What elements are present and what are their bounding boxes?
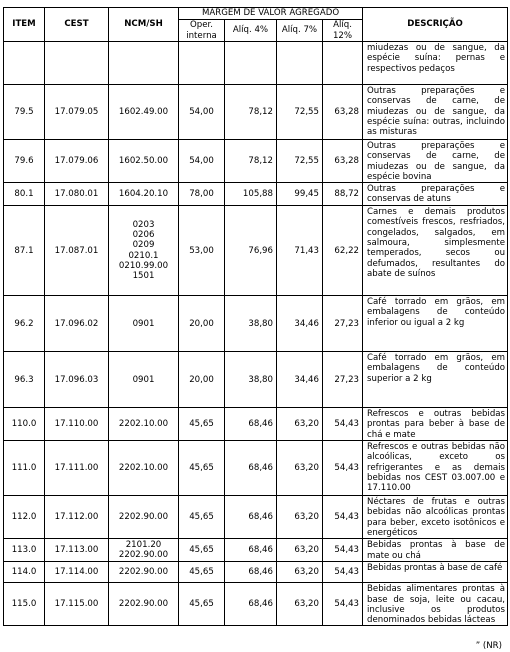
cell-descricao: Refrescos e outras bebidas prontas para beber à base de chá e mate	[363, 408, 508, 441]
header-aliq7: Alíq. 7%	[277, 20, 323, 42]
cell-item: 96.3	[4, 352, 45, 408]
cell-descricao: Outras preparações e conservas de atuns	[363, 183, 508, 206]
cell-ncm: 2202.90.00	[109, 583, 179, 626]
cell-cest	[45, 42, 109, 85]
cell-aliq4: 68,46	[225, 539, 277, 562]
cell-aliq7: 72,55	[277, 140, 323, 183]
cell-ncm: 0203 0206 0209 0210.1 0210.99.00 1501	[109, 206, 179, 296]
table-body	[4, 42, 508, 626]
table-row	[4, 408, 508, 441]
cell-cest: 17.080.01	[45, 183, 109, 206]
cell-aliq12: 54,43	[323, 441, 363, 496]
table-row	[4, 496, 508, 539]
cell-item: 110.0	[4, 408, 45, 441]
table-row	[4, 42, 508, 85]
cell-descricao: Bebidas prontas à base de mate ou chá	[363, 539, 508, 562]
header-cest: CEST	[45, 8, 109, 42]
cell-aliq7: 63,20	[277, 539, 323, 562]
cell-item: 114.0	[4, 562, 45, 583]
header-item: ITEM	[4, 8, 45, 42]
cell-aliq12: 88,72	[323, 183, 363, 206]
cell-ncm: 0901	[109, 352, 179, 408]
cell-ncm: 2101.20 2202.90.00	[109, 539, 179, 562]
cell-aliq4: 38,80	[225, 296, 277, 352]
cell-item: 80.1	[4, 183, 45, 206]
table-row	[4, 206, 508, 296]
cell-descricao: miudezas ou de sangue, da espécie suína: pernas e respectivos pedaços	[363, 42, 508, 85]
cell-descricao: Néctares de frutas e outras bebidas não alcoólicas prontas para beber, exceto isotônicos e energéticos	[363, 496, 508, 539]
cell-aliq4: 76,96	[225, 206, 277, 296]
cell-aliq12	[323, 42, 363, 85]
cell-descricao: Outras preparações e conservas de carne, de miudezas ou de sangue, da espécie suína: outras, incluindo as misturas	[363, 85, 508, 140]
header-ncm: NCM/SH	[109, 8, 179, 42]
cell-oper-interna: 45,65	[179, 583, 225, 626]
cell-aliq7: 34,46	[277, 352, 323, 408]
cell-aliq4: 68,46	[225, 562, 277, 583]
table-row	[4, 352, 508, 408]
cell-oper-interna: 20,00	[179, 352, 225, 408]
cell-descricao: Café torrado em grãos, em embalagens de conteúdo superior a 2 kg	[363, 352, 508, 408]
cell-item: 96.2	[4, 296, 45, 352]
cell-ncm	[109, 42, 179, 85]
cell-aliq12: 63,28	[323, 85, 363, 140]
cell-oper-interna: 45,65	[179, 441, 225, 496]
cell-descricao: Outras preparações e conservas de carne, de miudezas ou de sangue, da espécie bovina	[363, 140, 508, 183]
cell-aliq7: 34,46	[277, 296, 323, 352]
header-descricao: DESCRIÇÃO	[363, 8, 508, 42]
cell-aliq12: 54,43	[323, 408, 363, 441]
cell-aliq4: 68,46	[225, 496, 277, 539]
cell-aliq7: 71,43	[277, 206, 323, 296]
cell-oper-interna: 45,65	[179, 408, 225, 441]
cell-cest: 17.114.00	[45, 562, 109, 583]
cell-aliq7: 99,45	[277, 183, 323, 206]
cell-item: 79.5	[4, 85, 45, 140]
cell-item: 111.0	[4, 441, 45, 496]
table-row	[4, 140, 508, 183]
cell-aliq12: 27,23	[323, 352, 363, 408]
cell-aliq4: 68,46	[225, 441, 277, 496]
cell-aliq12: 27,23	[323, 296, 363, 352]
cell-cest: 17.096.03	[45, 352, 109, 408]
cell-descricao: Carnes e demais produtos comestíveis frescos, resfriados, congelados, salgados, em salmoura, simplesmente temperados, secos ou defumados, resultantes do abate de suínos	[363, 206, 508, 296]
cell-oper-interna	[179, 42, 225, 85]
cell-aliq4: 105,88	[225, 183, 277, 206]
header-oper-interna: Oper. interna	[179, 20, 225, 42]
cell-cest: 17.087.01	[45, 206, 109, 296]
cell-aliq12: 62,22	[323, 206, 363, 296]
cell-aliq12: 54,43	[323, 496, 363, 539]
header-mva: MARGEM DE VALOR AGREGADO	[179, 8, 363, 20]
table-row	[4, 183, 508, 206]
cell-oper-interna: 45,65	[179, 496, 225, 539]
table-row	[4, 562, 508, 583]
table-row	[4, 441, 508, 496]
cell-ncm: 1604.20.10	[109, 183, 179, 206]
cell-aliq7: 63,20	[277, 496, 323, 539]
cell-ncm: 1602.49.00	[109, 85, 179, 140]
cell-oper-interna: 45,65	[179, 562, 225, 583]
cell-aliq4: 78,12	[225, 140, 277, 183]
cell-oper-interna: 78,00	[179, 183, 225, 206]
cell-cest: 17.111.00	[45, 441, 109, 496]
cell-ncm: 1602.50.00	[109, 140, 179, 183]
cell-aliq12: 54,43	[323, 583, 363, 626]
cell-descricao: Bebidas prontas à base de café	[363, 562, 508, 583]
table-row	[4, 85, 508, 140]
cell-item: 112.0	[4, 496, 45, 539]
cell-aliq4: 68,46	[225, 583, 277, 626]
cell-aliq7: 72,55	[277, 85, 323, 140]
cell-aliq4: 38,80	[225, 352, 277, 408]
cell-item: 87.1	[4, 206, 45, 296]
cell-cest: 17.096.02	[45, 296, 109, 352]
cell-aliq12: 54,43	[323, 539, 363, 562]
table-row	[4, 583, 508, 626]
cell-oper-interna: 45,65	[179, 539, 225, 562]
cell-cest: 17.110.00	[45, 408, 109, 441]
cell-ncm: 2202.90.00	[109, 496, 179, 539]
cell-ncm: 2202.90.00	[109, 562, 179, 583]
table-row	[4, 539, 508, 562]
cell-oper-interna: 53,00	[179, 206, 225, 296]
footer-nr: ” (NR)	[475, 641, 502, 651]
header-aliq12: Alíq. 12%	[323, 20, 363, 42]
cell-cest: 17.079.05	[45, 85, 109, 140]
cell-aliq7: 63,20	[277, 441, 323, 496]
cell-descricao: Café torrado em grãos, em embalagens de conteúdo inferior ou igual a 2 kg	[363, 296, 508, 352]
cell-aliq12: 63,28	[323, 140, 363, 183]
cell-aliq4: 78,12	[225, 85, 277, 140]
cell-descricao: Bebidas alimentares prontas à base de soja, leite ou cacau, inclusive os produtos denominados bebidas lácteas	[363, 583, 508, 626]
cell-ncm: 2202.10.00	[109, 441, 179, 496]
cell-aliq12: 54,43	[323, 562, 363, 583]
cell-cest: 17.115.00	[45, 583, 109, 626]
cell-oper-interna: 20,00	[179, 296, 225, 352]
cell-item	[4, 42, 45, 85]
cell-aliq7: 63,20	[277, 408, 323, 441]
cell-ncm: 2202.10.00	[109, 408, 179, 441]
cell-cest: 17.113.00	[45, 539, 109, 562]
cell-descricao: Refrescos e outras bebidas não alcoólicas, exceto os refrigerantes e as demais bebidas nos CEST 03.007.00 e 17.110.00	[363, 441, 508, 496]
cell-cest: 17.079.06	[45, 140, 109, 183]
cell-aliq7: 63,20	[277, 562, 323, 583]
cell-item: 79.6	[4, 140, 45, 183]
cell-oper-interna: 54,00	[179, 85, 225, 140]
cell-oper-interna: 54,00	[179, 140, 225, 183]
cell-aliq7: 63,20	[277, 583, 323, 626]
cell-cest: 17.112.00	[45, 496, 109, 539]
cell-aliq7	[277, 42, 323, 85]
cell-ncm: 0901	[109, 296, 179, 352]
table-row	[4, 296, 508, 352]
cell-aliq4: 68,46	[225, 408, 277, 441]
mva-table	[3, 7, 508, 626]
cell-aliq4	[225, 42, 277, 85]
cell-item: 115.0	[4, 583, 45, 626]
cell-item: 113.0	[4, 539, 45, 562]
header-aliq4: Alíq. 4%	[225, 20, 277, 42]
